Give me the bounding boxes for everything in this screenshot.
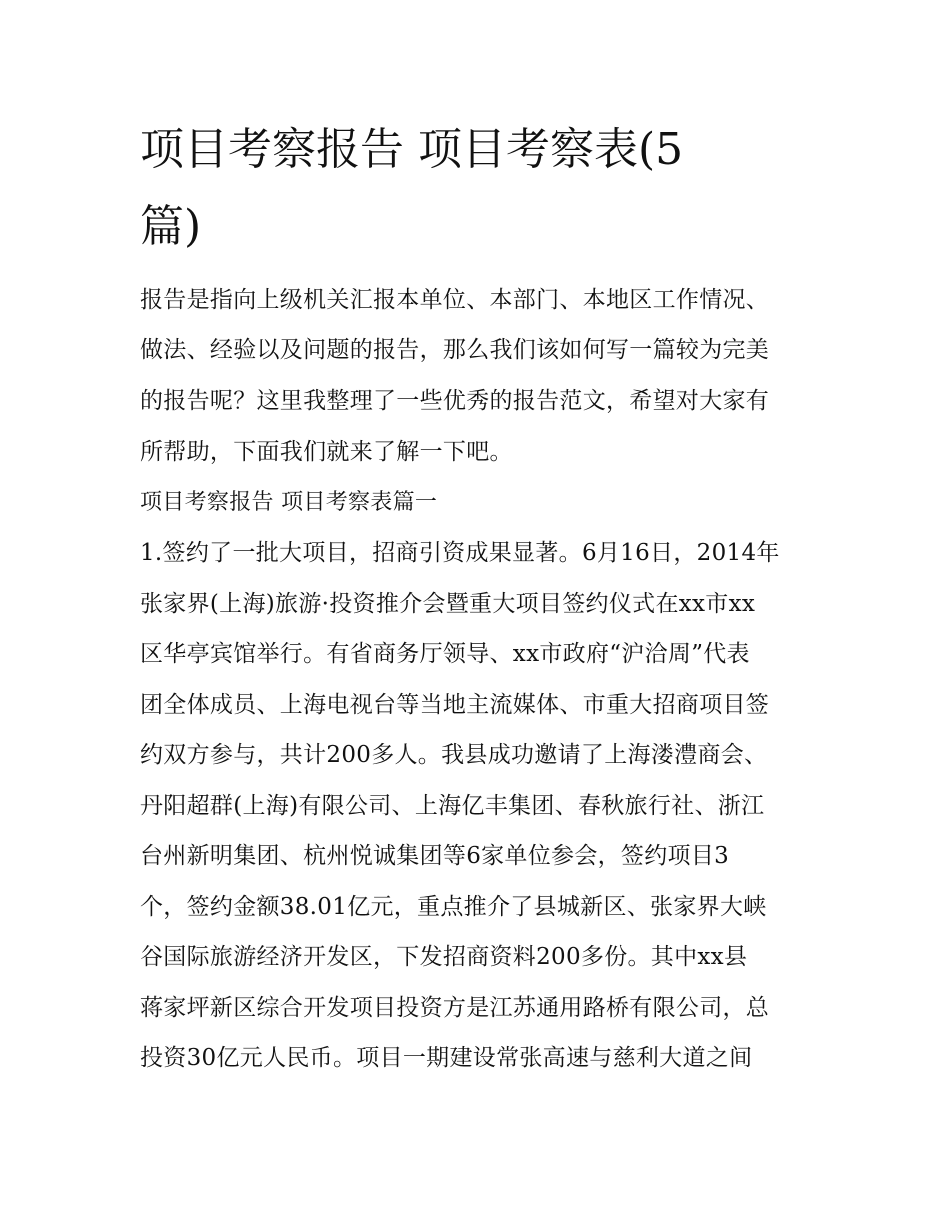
body-line: 团全体成员、上海电视台等当地主流媒体、市重大招商项目签 [140,692,770,718]
document-title-line-1: 项目考察报告 项目考察表(5 [140,124,684,175]
body-line: 台州新明集团、杭州悦诚集团等6家单位参会，签约项目3 [140,843,730,869]
body-line: 谷国际旅游经济开发区，下发招商资料200多份。其中xx县 [140,944,748,970]
intro-line: 的报告呢？这里我整理了一些优秀的报告范文，希望对大家有 [140,388,770,414]
document-title-line-2: 篇) [140,201,202,252]
body-line: 1.签约了一批大项目，招商引资成果显著。6月16日，2014年 [140,540,780,566]
body-line: 区华亭宾馆举行。有省商务厅领导、xx市政府“沪洽周”代表 [140,641,750,667]
body-line: 丹阳超群(上海)有限公司、上海亿丰集团、春秋旅行社、浙江 [140,793,765,819]
intro-line: 所帮助，下面我们就来了解一下吧。 [140,439,513,465]
intro-line: 报告是指向上级机关汇报本单位、本部门、本地区工作情况、 [140,287,770,313]
body-line: 投资30亿元人民币。项目一期建设常张高速与慈利大道之间 [140,1045,753,1071]
body-line: 张家界(上海)旅游·投资推介会暨重大项目签约仪式在xx市xx [140,591,756,617]
body-line: 蒋家坪新区综合开发项目投资方是江苏通用路桥有限公司，总 [140,995,770,1021]
body-line: 约双方参与，共计200多人。我县成功邀请了上海溇澧商会、 [140,742,768,768]
section-heading: 项目考察报告 项目考察表篇一 [140,490,438,515]
body-line: 个，签约金额38.01亿元，重点推介了县城新区、张家界大峡 [140,894,767,920]
intro-line: 做法、经验以及问题的报告，那么我们该如何写一篇较为完美 [140,337,770,363]
